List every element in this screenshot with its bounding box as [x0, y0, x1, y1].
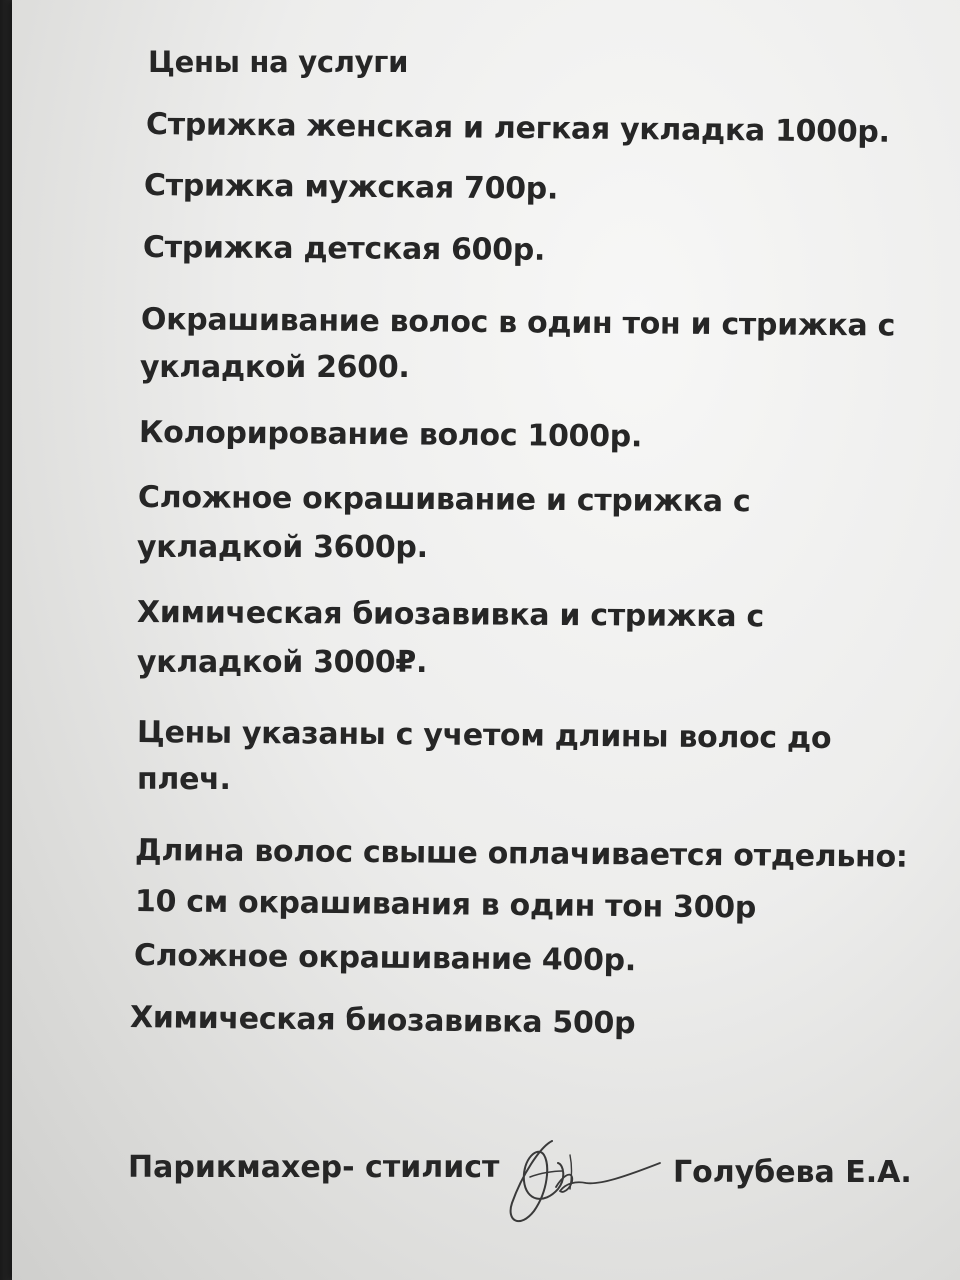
- signature-name: Голубева Е.А.: [673, 1155, 912, 1190]
- price-line: Стрижка детская 600р.: [142, 230, 546, 268]
- signature-role: Парикмахер- стилист: [128, 1150, 500, 1185]
- handwritten-signature: [500, 1125, 670, 1235]
- price-line: 10 см окрашивания в один тон 300р: [134, 884, 757, 926]
- price-line: Стрижка мужская 700р.: [143, 168, 559, 207]
- price-line: Сложное окрашивание и стрижка с: [137, 480, 751, 520]
- price-line: укладкой 3600р.: [137, 530, 428, 565]
- price-line: укладкой 3000₽.: [137, 645, 428, 680]
- price-line: Химическая биозавивка 500р: [129, 1000, 636, 1042]
- price-line: Цены указаны с учетом длины волос до: [136, 715, 832, 757]
- price-line: Сложное окрашивание 400р.: [133, 938, 637, 979]
- price-line: Химическая биозавивка и стрижка с: [136, 595, 765, 635]
- document-title: Цены на услуги: [148, 45, 409, 79]
- price-line: укладкой 2600.: [140, 350, 410, 385]
- price-line: Длина волос свыше оплачивается отдельно:: [134, 833, 908, 875]
- price-line: Стрижка женская и легкая укладка 1000р.: [145, 107, 890, 150]
- price-line: Колорирование волос 1000р.: [138, 415, 643, 455]
- price-line: Окрашивание волос в один тон и стрижка с: [140, 302, 896, 344]
- price-line: плеч.: [137, 762, 231, 797]
